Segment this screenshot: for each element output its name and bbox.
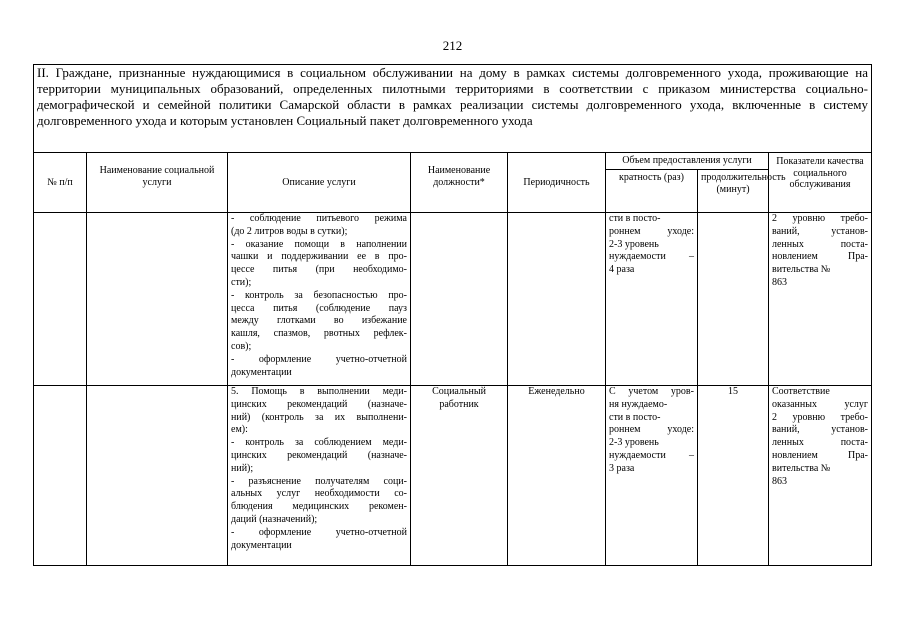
cell-service-name [87,213,228,386]
cell-line: 3 раза [609,462,635,474]
cell-line: вительства № [772,462,831,474]
cell-line: Соответствие [772,386,830,397]
cell-line: сти); [231,276,252,288]
cell-line: цинских рекомендаций (назначе- [231,398,407,410]
cell-line: 863 [772,276,787,288]
header-position: Наименование должности* [411,153,508,213]
header-num: № п/п [34,153,87,213]
cell-line: нуждаемости – [609,449,694,461]
cell-line: - оформление учетно-отчетной [231,526,407,538]
cell-description [228,213,411,386]
cell-multiplicity [606,213,698,386]
cell-position: Социальный работник [411,386,508,566]
header-periodicity: Периодичность [508,153,606,213]
header-description: Описание услуги [228,153,411,213]
cell-quality [769,386,872,566]
cell-line: альных услуг необходимости со- [231,488,407,500]
cell-line: цинских рекомендаций (назначе- [231,449,407,461]
cell-line: цесса питья (соблюдение пауз [231,302,407,314]
cell-line: - оказание помощи в наполнении [231,238,407,250]
cell-num [34,386,87,566]
cell-position [411,213,508,386]
cell-line: 2 уровню требо- [772,213,869,224]
table-row [34,386,872,566]
cell-line: чашки и поддерживании ее в про- [231,251,407,263]
cell-periodicity [508,213,606,386]
cell-periodicity: Еженедельно [508,386,606,566]
cell-line: С учетом уров- [609,386,694,397]
header-duration: продолжительность (минут) [698,170,769,213]
cell-line: - контроль за соблюдением меди- [231,437,407,449]
cell-line: 2-3 уровень [609,238,659,250]
cell-line: - контроль за безопасностью про- [231,289,407,301]
cell-line: документации [231,539,292,551]
cell-line: 2 уровню требо- [772,411,869,423]
cell-line: 5. Помощь в выполнении меди- [231,386,407,397]
cell-line: цессе питья (при необходимо- [231,264,407,276]
cell-line: ний); [231,462,254,474]
cell-line: роннем уходе: [609,424,694,436]
cell-line: ний) (контроль за их выполнени- [231,411,407,423]
cell-line: оказанных услуг [772,398,869,410]
cell-quality [769,213,872,386]
cell-multiplicity [606,386,698,566]
cell-line: - соблюдение питьевого режима [231,213,407,224]
cell-service-name [87,386,228,566]
section-title: II. Граждане, признанные нуждающимися в социальном обслуживании на дому в рамках системы долговременного ухода, проживающие на территории муниципальных образований, определенных пилотными территориями в соответствии с приказом министерства социально-демографической и семейной политики Самарской области в рамках реализации системы долговременного ухода, включенные в систему долговременного ухода и которым установлен Социальный пакет долговременного ухода [34,65,872,153]
header-quality: Показатели качества социального обслуживания [769,153,872,213]
cell-line: новлением Пра- [772,449,869,461]
header-multiplicity: кратность (раз) [606,170,698,213]
cell-line: ленных поста- [772,437,869,449]
cell-description [228,386,411,566]
cell-line: 2-3 уровень [609,437,659,449]
cell-num [34,213,87,386]
cell-line: ваний, установ- [772,225,869,237]
header-volume: Объем предоставления услуги [606,153,769,170]
header-row-1 [34,153,872,170]
cell-line: - оформление учетно-отчетной [231,353,407,365]
cell-line: даций (назначений); [231,513,318,525]
cell-duration: 15 [698,386,769,566]
cell-line: 863 [772,475,787,487]
cell-line: ем): [231,424,248,436]
section-row [34,65,872,153]
cell-line: 4 раза [609,264,635,276]
cell-line: - разъяснение получателям соци- [231,475,407,487]
cell-line: кашля, спазмов, рвотных рефлек- [231,328,407,340]
services-table [33,64,872,566]
cell-line: (до 2 литров воды в сутки); [231,225,348,237]
cell-line: нуждаемости – [609,251,694,263]
cell-line: сти в посто- [609,411,661,423]
cell-line: новлением Пра- [772,251,869,263]
cell-duration [698,213,769,386]
cell-line: ня нуждаемо- [609,398,668,410]
cell-line: документации [231,366,292,378]
header-service-name: Наименование социальной услуги [87,153,228,213]
cell-line: блюдения медицинских рекомен- [231,501,407,513]
cell-line: ваний, установ- [772,424,869,436]
page-number: 212 [442,38,463,53]
table-row [34,213,872,386]
cell-line: вительства № [772,264,831,276]
cell-line: сов); [231,340,252,352]
cell-line: сти в посто- [609,213,661,224]
cell-line: ленных поста- [772,238,869,250]
cell-line: роннем уходе: [609,225,694,237]
cell-line: между глотками во избежание [231,315,407,327]
